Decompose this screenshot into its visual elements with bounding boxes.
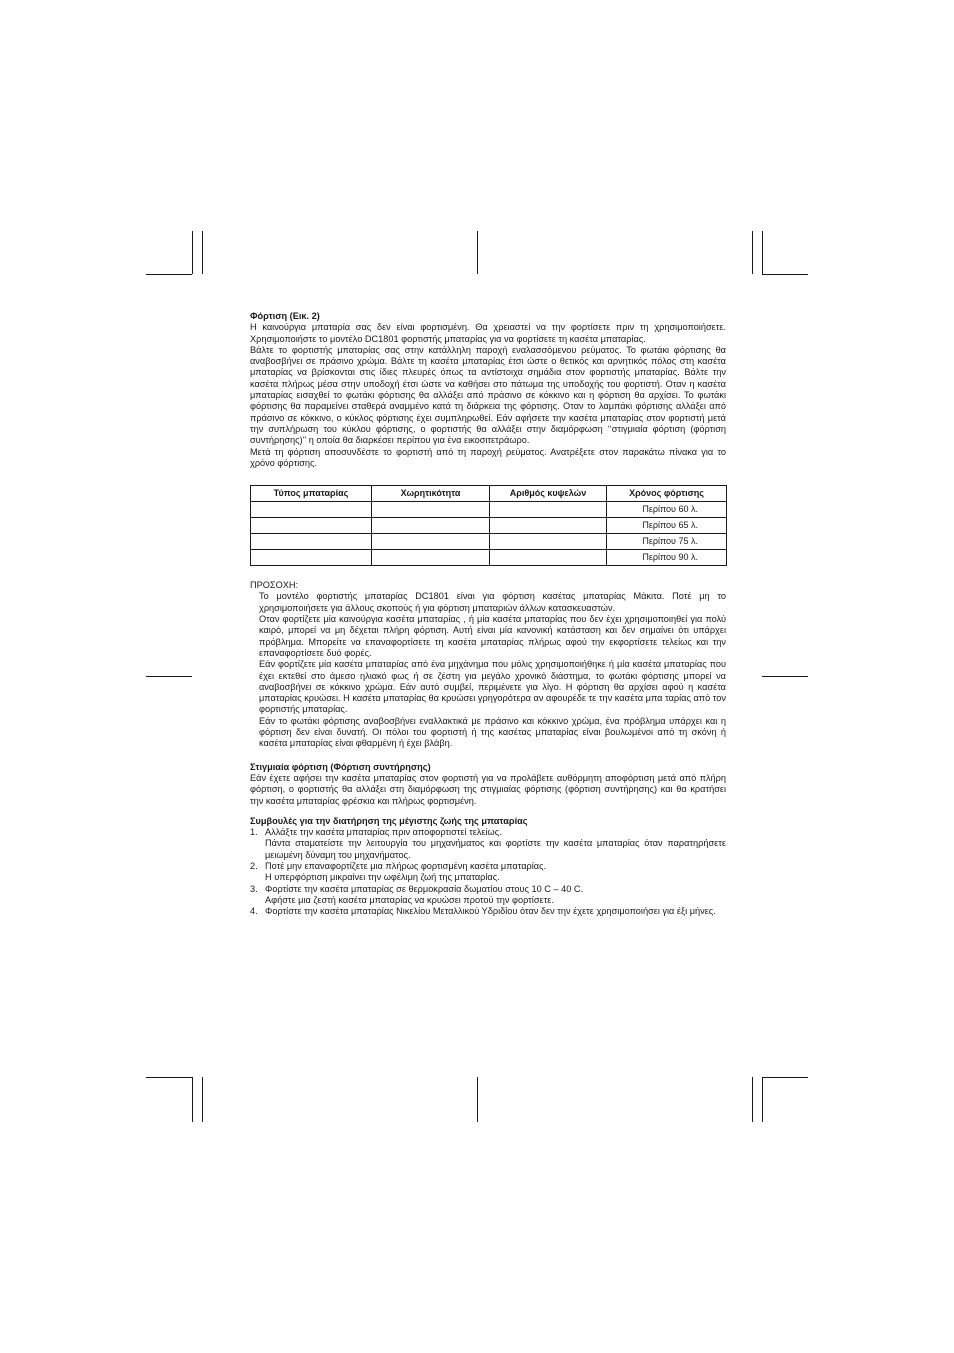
table-cell	[490, 518, 607, 534]
table-cell-time: Περίπου 90 λ.	[607, 550, 727, 566]
table-cell	[251, 534, 372, 550]
table-cell	[251, 550, 372, 566]
crop-mark	[146, 274, 192, 275]
tips-heading: Συμβουλές για την διατήρηση της μέγιστης ζωής της μπαταρίας	[250, 815, 528, 826]
crop-mark	[752, 231, 753, 274]
crop-mark	[762, 1077, 808, 1078]
crop-mark	[762, 676, 808, 677]
column-header-battery-type: Τύπος μπαταρίας	[251, 486, 372, 502]
list-item-number: 4.	[250, 906, 258, 917]
list-item-text: Αλλάξτε την κασέτα μπαταρίας πριν αποφορτιστεί τελείως.	[265, 827, 502, 838]
crop-mark	[762, 274, 808, 275]
table-cell	[251, 502, 372, 518]
table-row	[251, 502, 727, 518]
table-row	[251, 518, 727, 534]
table-cell	[490, 534, 607, 550]
list-item	[250, 827, 726, 861]
crop-mark	[477, 1077, 478, 1122]
crop-mark	[146, 676, 192, 677]
crop-mark	[752, 1077, 753, 1122]
column-header-cells: Αριθμός κυψελών	[490, 486, 607, 502]
caution-paragraph: Το μοντέλο φορτιστής μπαταρίας DC1801 είναι για φόρτιση κασέτας μπαταρίας Μάκιτα. Ποτέ μη το χρησιμοποιήσετε για άλλους σκοπούς ή για φόρτιση μπαταριών άλλων κατασκευαστών.	[259, 591, 726, 613]
charging-paragraph: Βάλτε το φορτιστής μπαταρίας σας στην κατάλληλη παροχή εναλασσόμενου ρεύματος. Το φωτάκι φόρτισης θα αναβοσβήνει σε πράσινο χρώμα. Βάλτε τη κασέτα μπαταρίας έτσι ώστε ο θετικός και αρνητικός πόλος στη κασέτα μπαταρίας να βρίσκονται στις ίδιες πλευρές όπως τα αντίστοιχα σημάδια στον φορτιστής μπαταρίας. Βάλτε την κασέτα πλήρως μέσα στην υποδοχή έτσι ώστε να καθήσει στο πάτωμα της υποδοχής του φορτιστή. Οταν η κασέτα μπαταρίας εισαχθεί το φωτάκι φόρτισης θα αλλάξει από πράσινο σε κόκκινο και η φόρτιση θα αρχίσει. Το φωτάκι φόρτισης θα παραμείνει σταθερά αναμμένο κατά τη διάρκεια της φόρτισης. Οταν το λαμπάκι φόρτισης αλλάξει από πράσινο σε κόκκινο, ο κύκλος φόρτισης έχει συμπληρωθεί. Εάν αφήσετε την κασέτα μπαταρίας στον φορτιστή μετά την συπλήρωση του κύκλου φόρτισης, ο φορτιστής θα αλλάξει στην διαμόρφωση ‘‘στιγμιαία φόρτιση (φόρτιση συντήρησης)’’ η οποία θα διαρκέσει περίπου για ένα εικοσιτετράωρο.	[250, 344, 726, 446]
caution-label: ΠΡΟΣΟΧΗ:	[250, 580, 299, 591]
table-cell	[372, 502, 490, 518]
charging-time-table	[250, 485, 727, 566]
crop-mark	[762, 1077, 763, 1122]
column-header-capacity: Χωρητικότητα	[372, 486, 490, 502]
table-cell	[490, 502, 607, 518]
table-cell	[490, 550, 607, 566]
list-item-note: Πάντα σταματείστε την λειτουργία του μηχανήματος και φορτίστε την κασέτα μπαταρίας όταν παρατηρήσετε μειωμένη δύναμη του μηχανήματος.	[265, 838, 726, 860]
charging-heading: Φόρτιση (Εικ. 2)	[250, 311, 320, 321]
crop-mark	[477, 231, 478, 274]
list-item	[250, 884, 726, 907]
crop-mark	[762, 231, 763, 274]
list-item-text: Φορτίστε την κασέτα μπαταρίας σε θερμοκρασία δωματίου στους 10 C – 40 C.	[265, 883, 584, 894]
crop-mark	[202, 231, 203, 274]
trickle-paragraph: Εάν έχετε αφήσει την κασέτα μπαταρίας στον φορτιστή για να προλάβετε αυθόρμητη αποφόρτιση μετά από πλήρη φόρτιση, ο φορτιστής θα αλλάξει στη διαμόρφωση της στιγμιαίας φόρτισης (φόρτιση συντήρησης) και θα κρατήσει την κασέτα μπαταρίας φρέσκια και πλήρως φορτισμένη.	[250, 772, 726, 806]
charging-paragraph: Μετά τη φόρτιση αποσυνδέστε το φορτιστή από τη παροχή ρεύματος. Ανατρέξετε στον παρακάτω πίνακα για το χρόνο φόρτισης.	[250, 446, 726, 468]
table-cell-time: Περίπου 75 λ.	[607, 534, 727, 550]
crop-mark	[202, 1077, 203, 1122]
table-cell-time: Περίπου 60 λ.	[607, 502, 727, 518]
table-cell	[251, 518, 372, 534]
list-item	[250, 861, 726, 884]
table-cell	[372, 534, 490, 550]
table-cell-time: Περίπου 65 λ.	[607, 518, 727, 534]
crop-mark	[192, 231, 193, 274]
list-item-text: Ποτέ μην επαναφορτίζετε μια πλήρως φορτισμένη κασέτα μπαταρίας.	[265, 860, 547, 871]
crop-mark	[146, 1077, 192, 1078]
caution-block	[250, 591, 726, 749]
caution-paragraph: Οταν φορτίζετε μία καινούργια κασέτα μπαταρίας , ή μία κασέτα μπαταρίας που δεν έχει χρησιμοποιηθεί για πολύ καιρό, μπορεί να μη δέχεται πλήρη φόρτιση. Αυτή είναι μία κανονική κατάσταση και δεν σημαίνει ότι υπάρχει πρόβλημα. Μπορείτε να επαναφορτίσετε τη κασέτα μπαταρίας πλήρως αφού την εκφορτίσετε τελείως και την επαναφορτίσετε δυό φορές.	[259, 614, 726, 658]
list-item-number: 2.	[250, 860, 258, 871]
list-item-text: Φορτίστε την κασέτα μπαταρίας Νικελίου Μεταλλικού Υδριδίου όταν δεν την έχετε χρησιμοποιήσει για έξι μήνες.	[265, 906, 716, 917]
crop-mark	[192, 1077, 193, 1122]
trickle-heading: Στιγμιαία φόρτιση (Φόρτιση συντήρησης)	[250, 761, 431, 772]
list-item-number: 1.	[250, 827, 258, 838]
charging-paragraph: Η καινούργια μπαταρία σας δεν είναι φορτισμένη. Θα χρειαστεί να την φορτίσετε πριν τη χρησιμοποιήσετε. Χρησιμοποιήστε το μοντέλο DC1801 φορτιστής μπαταρίας για να φορτίσετε τη κασέτα μπαταρίας.	[250, 322, 726, 344]
column-header-charging-time: Χρόνος φόρτισης	[607, 486, 727, 502]
list-item-note: Η υπερφόρτιση μικραίνει την ωφέλιμη ζωή της μπαταρίας.	[265, 872, 500, 883]
table-row	[251, 534, 727, 550]
caution-paragraph: Εάν φορτίζετε μία κασέτα μπαταρίας από ένα μηχάνημα που μόλις χρησιμοποιήθηκε ή μία κασέτα μπαταρίας που έχει εκτεθεί στο άμεσο ηλιακό φως ή σε ζέστη για μεγάλο χρονικό διάστημα, το φωτάκι φόρτισης μπορεί να αναβοσβήνει σε κόκκινο χρώμα. Εάν αυτό συμβεί, περιμένετε για λίγο. Η φόρτιση θα αρχίσει αφού η κασέτα μπαταρίας κρυώσει. Η κασέτα μπαταρίας θα κρυώσει γρηγορότερα αν αφουρέδε τε την κασέτα μπα ταρίας από τον φορτιστής μπαταρίας.	[259, 659, 726, 715]
manual-page-content	[250, 311, 726, 917]
table-cell	[372, 550, 490, 566]
table-header-row	[251, 486, 727, 502]
list-item-number: 3.	[250, 883, 258, 894]
table-cell	[372, 518, 490, 534]
tips-list	[250, 827, 726, 917]
caution-paragraph: Εάν το φωτάκι φόρτισης αναβοσβήνει εναλλακτικά με πράσινο και κόκκινο χρώμα, ένα πρόβλημα υπάρχει και η φόρτιση δεν είναι δυνατή. Οι πόλοι του φορτιστή ή της κασέτας μπαταρίας είναι βουλωμένοι από τη σκόνη ή κασέτα μπαταρίας είναι φθαρμένη ή έχει βλάβη.	[259, 715, 726, 749]
list-item	[250, 906, 726, 917]
table-row	[251, 550, 727, 566]
list-item-note: Αφήστε μια ζεστή κασέτα μπαταρίας να κρυώσει προτού την φορτίσετε.	[265, 894, 554, 905]
